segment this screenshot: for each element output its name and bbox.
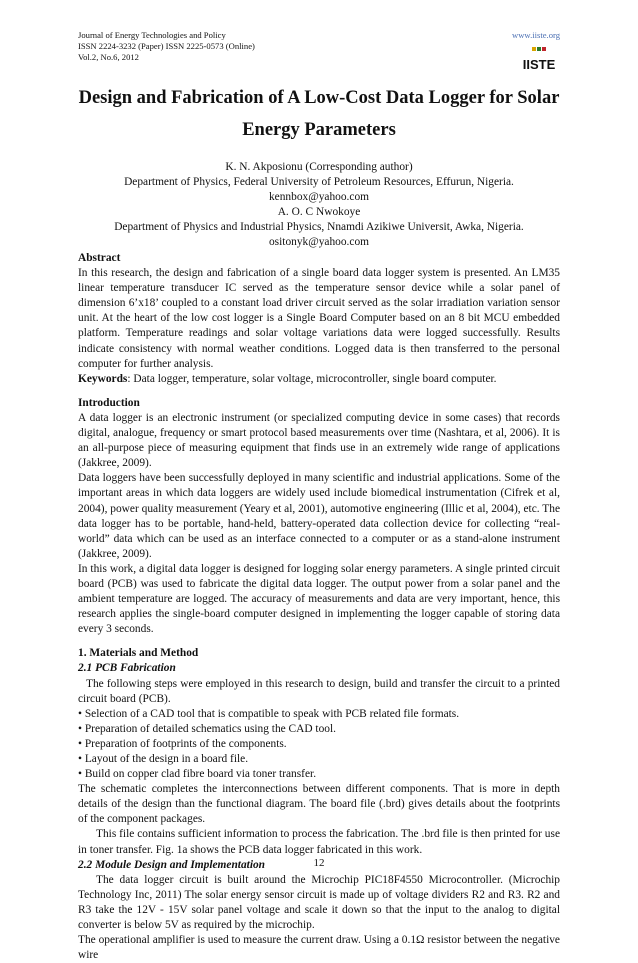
bullet-item: • Build on copper clad fibre board via toner transfer. [78,768,317,781]
pcb-intro-paragraph: The following steps were employed in this research to design, build and transfer the circuit to a printed circuit board (PCB). [78,677,560,705]
journal-issn: ISSN 2224-3232 (Paper) ISSN 2225-0573 (Online) [78,41,255,51]
iiste-logo-icon [520,45,558,75]
bullet-item: • Preparation of detailed schematics using the CAD tool. [78,722,337,735]
author-1: K. N. Akposionu (Corresponding author) [225,161,413,173]
brd-file-paragraph: This file contains sufficient information to process the fabrication. The .brd file is then printed for use in toner transfer. Fig. 1a shows the PCB data logger fabricated in this work. [78,828,560,856]
author-block [78,160,560,250]
page-number: 12 [313,857,325,869]
author-2-email[interactable]: ositonyk@yahoo.com [268,236,370,248]
author-1-affiliation: Department of Physics, Federal University of Petroleum Resources, Effurun, Nigeria. [124,176,514,188]
methods-heading: 1. Materials and Method [78,647,199,660]
intro-paragraph-1: A data logger is an electronic instrument (or specialized computing device in some cases) that records digital, analogue, frequency or smart protocol based measurements over time (Nashtara, et al, 2006). It is an all-purpose piece of measuring equipment that finds use in an extremely wide range of applications (Jakkree, 2009). [78,411,560,470]
keywords-text: : Data logger, temperature, solar voltage, microcontroller, single board computer. [127,372,497,385]
abstract-heading: Abstract [78,252,121,264]
journal-url-link[interactable]: www.iiste.org [512,30,560,40]
intro-paragraph-3: In this work, a digital data logger is designed for logging solar energy parameters. A single printed circuit board (PCB) was used to fabricate the digital data logger. The output power from a solar panel and the ambient temperature are logged. The accuracy of measurements and data are very important, hence, this research applies the single-board computer designed in implementing the logger capable of storing data every 3 seconds. [78,562,560,636]
abstract-text: In this research, the design and fabrication of a single board data logger system is presented. An LM35 linear temperature transducer IC served as the temperature sensor device while a solar panel of dimension 6’x18’ coupled to a constant load driver circuit served as the solar irradiation variation sensor unit. At the heart of the low cost logger is a Single Board Computer based on an 8 bit MCU embedded platform. Temperature readings and solar voltage variations data were logged successfully. Results indicate consistency with normal weather conditions. Logged data is then transferred to the personal computer for further analysis. [78,267,560,370]
paper-title-line2: Energy Parameters [242,120,396,140]
journal-name: Journal of Energy Technologies and Policy [78,30,226,40]
author-1-email[interactable]: kennbox@yahoo.com [268,191,369,203]
introduction-heading: Introduction [78,396,140,409]
keywords-label: Keywords [78,372,128,385]
logo-text: IISTE [522,57,556,72]
module-design-paragraph: The data logger circuit is built around the Microchip PIC18F4550 Microcontroller. (Microchip Technology Inc, 2011) The solar energy sensor circuit is made up of voltage dividers R2 and R3. R2 and R3 take the 12V - 15V solar panel voltage and scale it down so that the input to the analog to digital converter is below 5V as required by the microchip. [78,873,560,932]
journal-info [78,30,255,63]
intro-paragraph-2: Data loggers have been successfully deployed in many scientific and industrial applications. Some of the important areas in which data loggers are widely used include biomedical instrumentation (Cifrek et al, 2004), power quality measurement (Yeary et al, 2001), automotive engineering (Illic et al, 2004), etc. The data logger has to be portable, hand-held, battery-operated data collection device for collecting “real-world” data which can be used as an interface connected to a computer or as a stand-alone instrument (Jakkree, 2009). [78,472,560,560]
schematic-paragraph: The schematic completes the interconnections between different components. That is more in depth details of the design than the functional diagram. The board file (.brd) gives details about the footprints of the component packages. [78,783,560,826]
journal-volume: Vol.2, No.6, 2012 [78,52,139,62]
author-2: A. O. C Nwokoye [277,206,361,218]
module-design-heading: 2.2 Module Design and Implementation [78,858,266,871]
pcb-fabrication-heading: 2.1 PCB Fabrication [78,662,176,675]
author-2-affiliation: Department of Physics and Industrial Physics, Nnamdi Azikiwe Universit, Awka, Nigeria. [114,221,524,233]
bullet-item: • Layout of the design in a board file. [78,753,249,765]
bullet-item: • Selection of a CAD tool that is compatible to speak with PCB related file formats. [78,707,460,720]
paper-title-line1: Design and Fabrication of A Low-Cost Data Logger for Solar [78,88,560,108]
opamp-paragraph: The operational amplifier is used to measure the current draw. Using a 0.1Ω resistor between the negative wire [78,934,560,962]
bullet-item: • Preparation of footprints of the components. [78,737,287,750]
keywords-line [78,372,560,387]
